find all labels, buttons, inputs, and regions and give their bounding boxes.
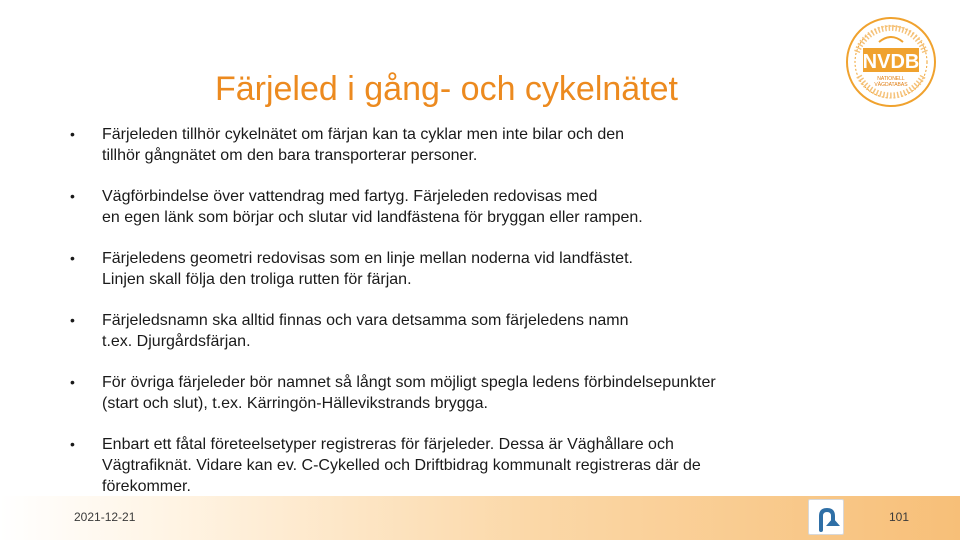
bullet-line: Färjeleden tillhör cykelnätet om färjan kan ta cyklar men inte bilar och den: [102, 126, 625, 143]
bullet-line: tillhör gångnätet om den bara transporterar personer.: [102, 147, 478, 164]
footer-date: 2021-12-21: [74, 510, 136, 524]
nvdb-logo: [843, 14, 939, 110]
bullet-glyph: •: [70, 250, 75, 266]
bullet-glyph: •: [70, 312, 75, 328]
bullet-line: Vägtrafiknät. Vidare kan ev. C-Cykelled och Driftbidrag kommunalt registreras där de: [102, 457, 701, 474]
bullet-line: en egen länk som börjar och slutar vid landfästena för bryggan eller rampen.: [102, 209, 643, 226]
logo-subtext-1: NATIONELL: [877, 76, 905, 82]
list-item: [58, 248, 818, 290]
list-item: [58, 372, 818, 414]
bullet-line: Enbart ett fåtal företeelsetyper registreras för färjeleder. Dessa är Väghållare och: [102, 436, 674, 453]
list-item: [58, 124, 818, 166]
nvdb-seal-icon: [843, 14, 939, 110]
back-button[interactable]: [808, 499, 844, 535]
bullet-line: t.ex. Djurgårdsfärjan.: [102, 333, 251, 350]
bullet-line: För övriga färjeleder bör namnet så långt som möjligt spegla ledens förbindelsepunkter: [102, 374, 716, 391]
bullet-line: Färjeledsnamn ska alltid finnas och vara detsamma som färjeledens namn: [102, 312, 629, 329]
bullet-glyph: •: [70, 188, 75, 204]
bullet-line: Färjeledens geometri redovisas som en linje mellan noderna vid landfästet.: [102, 250, 633, 267]
bullet-glyph: •: [70, 374, 75, 390]
return-arrow-icon: [813, 504, 841, 532]
bullet-glyph: •: [70, 126, 75, 142]
list-item: [58, 186, 818, 228]
page-number: 101: [889, 510, 910, 524]
bullet-line: Linjen skall följa den troliga rutten för färjan.: [102, 271, 412, 288]
bullet-glyph: •: [70, 436, 75, 452]
bullet-list: [58, 124, 818, 517]
slide-title: Färjeled i gång- och cykelnätet: [214, 70, 679, 108]
list-item: [58, 310, 818, 352]
logo-text: NVDB: [862, 51, 920, 73]
list-item: [58, 434, 818, 497]
bullet-line: förekommer.: [102, 478, 191, 495]
bullet-line: (start och slut), t.ex. Kärringön-Hällevikstrands brygga.: [102, 395, 488, 412]
bullet-line: Vägförbindelse över vattendrag med fartyg. Färjeleden redovisas med: [102, 188, 598, 205]
logo-subtext-2: VÄGDATABAS: [874, 82, 908, 88]
